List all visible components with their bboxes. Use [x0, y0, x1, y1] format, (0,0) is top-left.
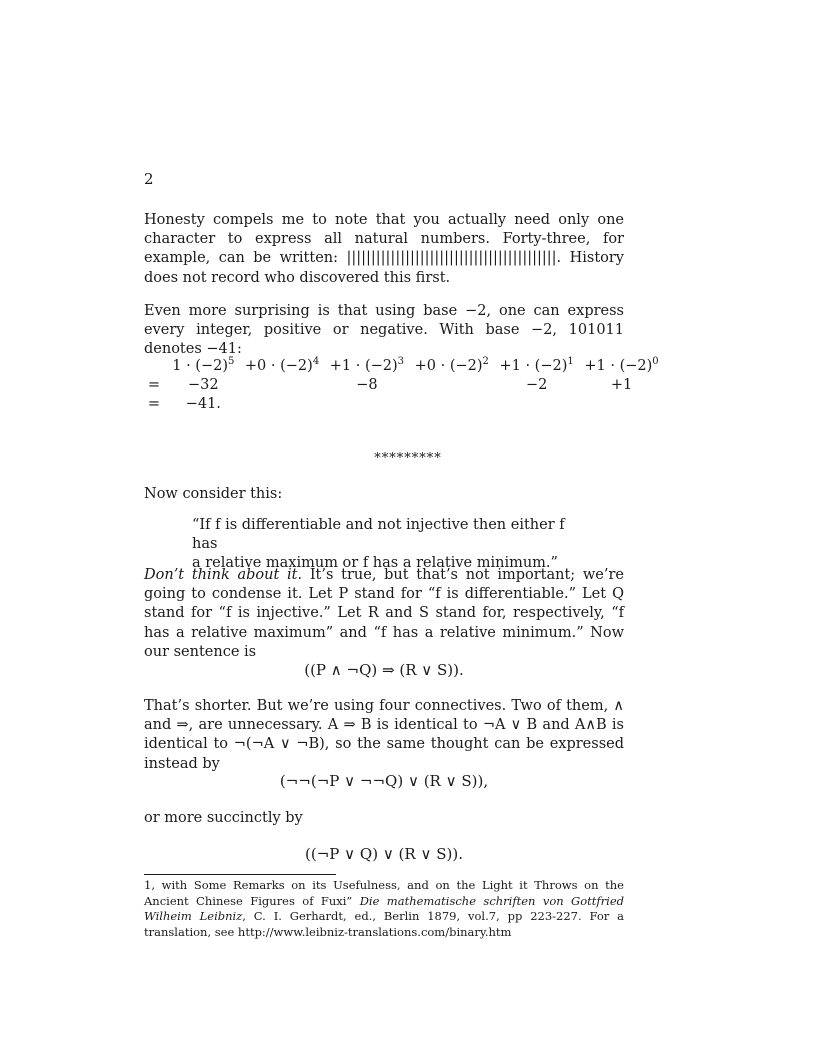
- paragraph-consider: Now consider this:: [144, 486, 283, 502]
- term: $+1 \cdot (-2)^3$: [329, 355, 405, 374]
- paragraph-connectives: That’s shorter. But we’re using four connectives. Two of them, ∧ and ⇒, are unnecessary. A ⇒ B is identical to ¬A ∨ B and A∧B is identical to ¬(¬A ∨ ¬B), so the same thought can be expressed instead by: [144, 698, 624, 772]
- total-value: −41.: [185, 395, 221, 412]
- value: +1: [610, 376, 633, 393]
- equals-sign: =: [147, 376, 161, 393]
- book-title: Die mathematische schriften von Gottfried Wilheim Leibniz: [144, 893, 625, 924]
- term: $1 \cdot (-2)^5$: [172, 355, 235, 374]
- formula-expanded: (¬¬(¬P ∨ ¬¬Q) ∨ (R ∨ S)),: [279, 772, 489, 790]
- section-separator: *********: [374, 451, 442, 466]
- value: −8: [356, 376, 378, 393]
- value: [409, 375, 494, 394]
- expansion-row-values: [144, 375, 664, 394]
- term: $+0 \cdot (-2)^4$: [244, 355, 320, 374]
- quoted-statement: [192, 516, 592, 574]
- quote-line: “If f is differentiable and not injective then either f has: [192, 517, 565, 553]
- page-number: 2: [144, 170, 154, 188]
- formula-succinct: ((¬P ∨ Q) ∨ (R ∨ S)).: [305, 845, 463, 863]
- value: −2: [525, 376, 548, 393]
- paragraph-unary: Honesty compels me to note that you actually need only one character to express all natural numbers. Forty-three, for example, can be written: |||||||||||||||||||||||||||||||||||||||||||. History does not record who discovered this first.: [144, 212, 624, 286]
- expansion-row-terms: [144, 356, 664, 375]
- term: $+1 \cdot (-2)^0$: [584, 355, 659, 374]
- footnote: 1, with Some Remarks on its Usefulness, and on the Light it Throws on the Ancient Chinese Figures of Fuxi” Die mathematische schriften von Gottfried Wilheim Leibniz, C. I. Gerhardt, ed., Berlin 1879, vol.7, pp 223-227. For a translation, see http://www.leibniz-translations.com/binary.htm: [144, 878, 625, 939]
- term: $+0 \cdot (-2)^2$: [414, 355, 489, 374]
- expansion-row-total: [144, 394, 664, 413]
- equals-sign: =: [147, 395, 161, 412]
- emphasis-lead: Don’t think about it.: [144, 567, 303, 583]
- paragraph-condense: Don’t think about it. It’s true, but that’s not important; we’re going to condense it. Let P stand for “f is differentiable.” Let Q stand for “f is injective.” Let R and S stand for, respectively, “f has a relative maximum” and “f has a relative minimum.” Now our sentence is: [144, 567, 625, 660]
- paragraph-negabinary: Even more surprising is that using base −2, one can express every integer, positive or negative. With base −2, 101011 denotes −41:: [144, 303, 624, 358]
- term: $+1 \cdot (-2)^1$: [499, 355, 574, 374]
- value: −32: [188, 376, 219, 393]
- footnote-rule: [144, 874, 336, 875]
- quote-line: a relative maximum or f has a relative minimum.”: [192, 555, 558, 572]
- value: [240, 375, 325, 394]
- paragraph-succinct: or more succinctly by: [144, 810, 303, 826]
- formula-implication: ((P ∧ ¬Q) ⇒ (R ∨ S)).: [304, 661, 464, 679]
- negabinary-expansion-table: [144, 356, 664, 413]
